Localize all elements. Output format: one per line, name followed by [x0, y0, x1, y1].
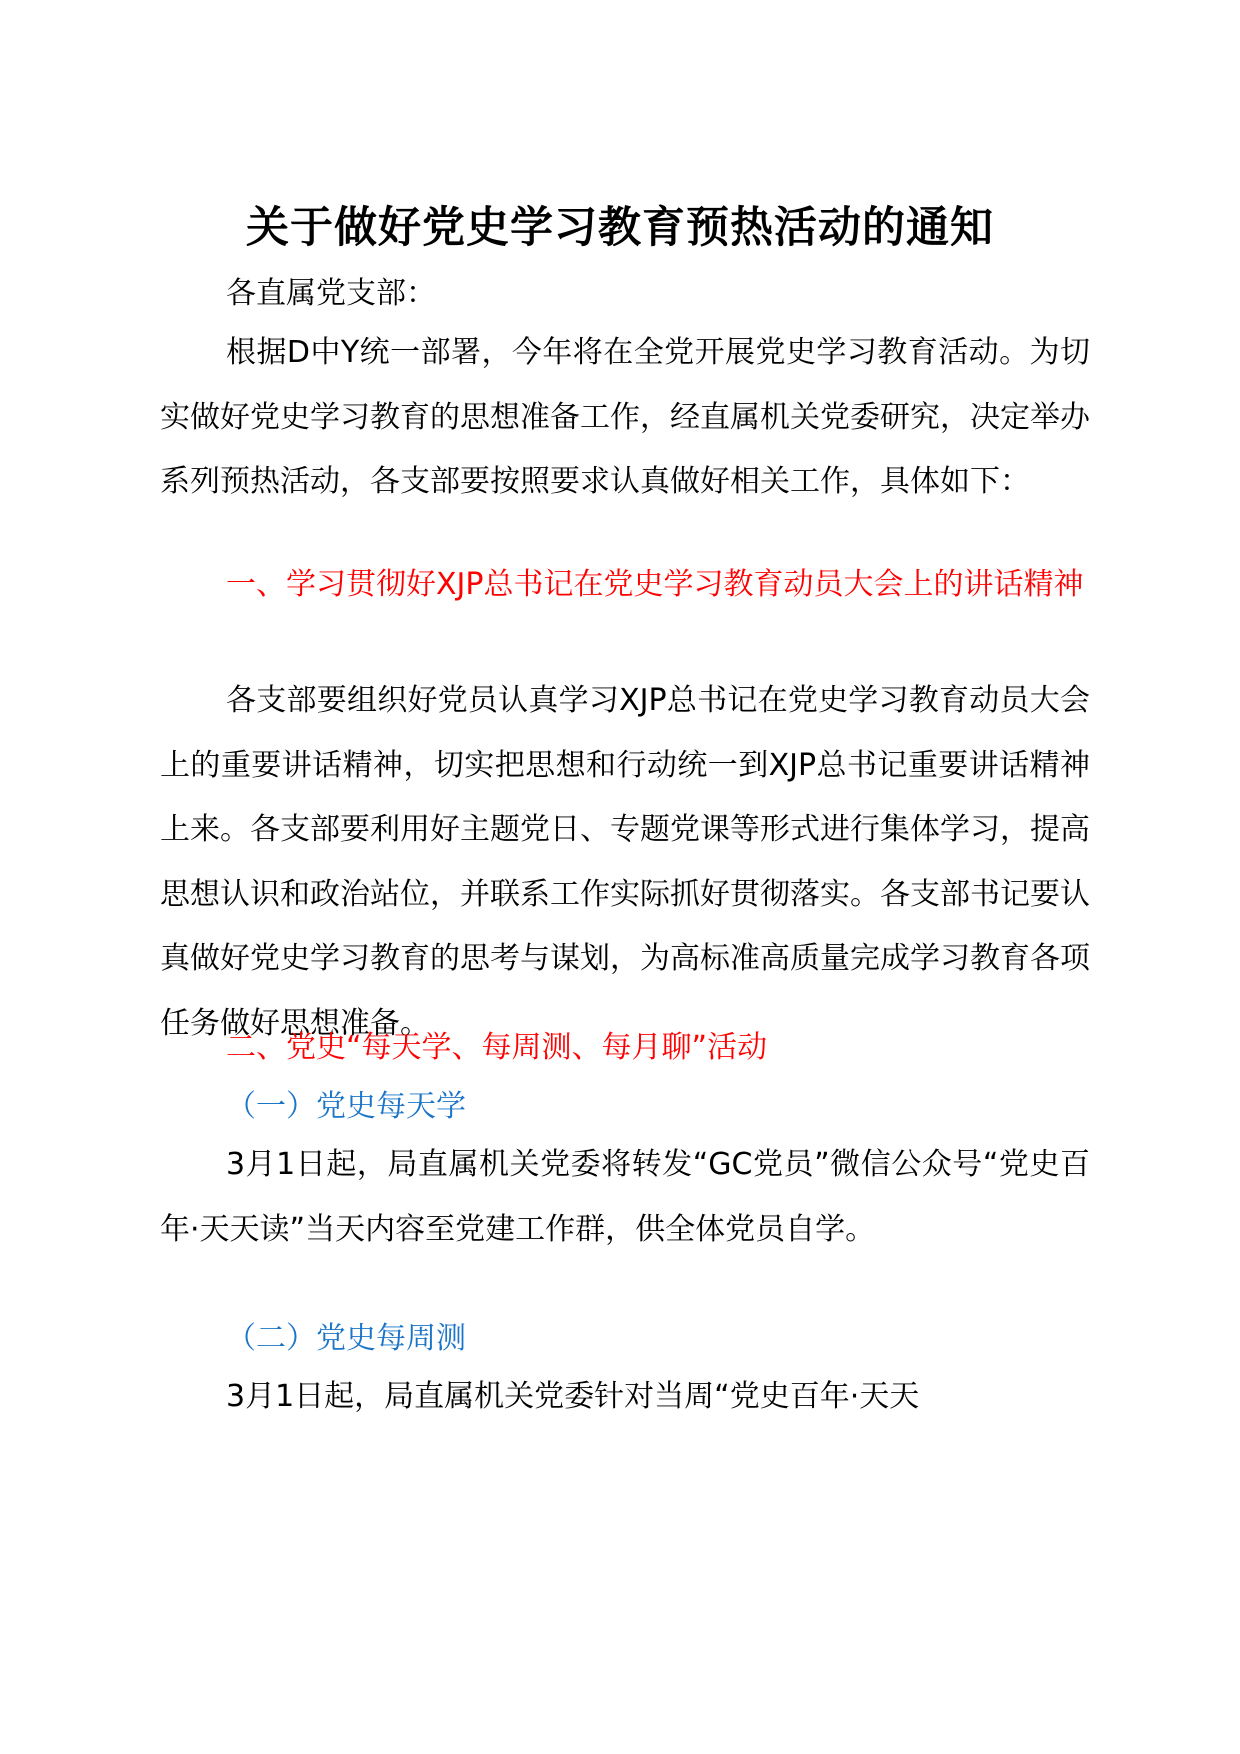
subsection-1-heading: （一）党史每天学 — [226, 1089, 466, 1124]
intro-paragraph: 根据D中Y统一部署，今年将在全党开展党史学习教育活动。为切实做好党史学习教育的思想准备工作，经直属机关党委研究，决定举办系列预热活动，各支部要按照要求认真做好相关工作，具体如下： — [160, 335, 1090, 499]
document-title: 关于做好党史学习教育预热活动的通知 — [246, 203, 994, 253]
section-1-heading: 一、学习贯彻好XJP总书记在党史学习教育动员大会上的讲话精神 — [226, 567, 1084, 602]
subsection-2-body: 3月1日起，局直属机关党委针对当周“党史百年·天天 — [226, 1379, 920, 1414]
section-2-heading: 二、党史“每天学、每周测、每月聊”活动 — [226, 1030, 768, 1065]
salutation: 各直属党支部： — [226, 276, 436, 311]
subsection-2-heading: （二）党史每周测 — [226, 1321, 466, 1356]
section-1-body: 各支部要组织好党员认真学习XJP总书记在党史学习教育动员大会上的重要讲话精神，切实把思想和行动统一到XJP总书记重要讲话精神上来。各支部要利用好主题党日、专题党课等形式进行集体学习，提高思想认识和政治站位，并联系工作实际抓好贯彻落实。各支部书记要认真做好党史学习教育的思考与谋划，为高标准高质量完成学习教育各项任务做好思想准备。 — [160, 683, 1090, 1041]
subsection-1-body: 3月1日起，局直属机关党委将转发“GC党员”微信公众号“党史百年·天天读”当天内容至党建工作群，供全体党员自学。 — [160, 1147, 1090, 1247]
